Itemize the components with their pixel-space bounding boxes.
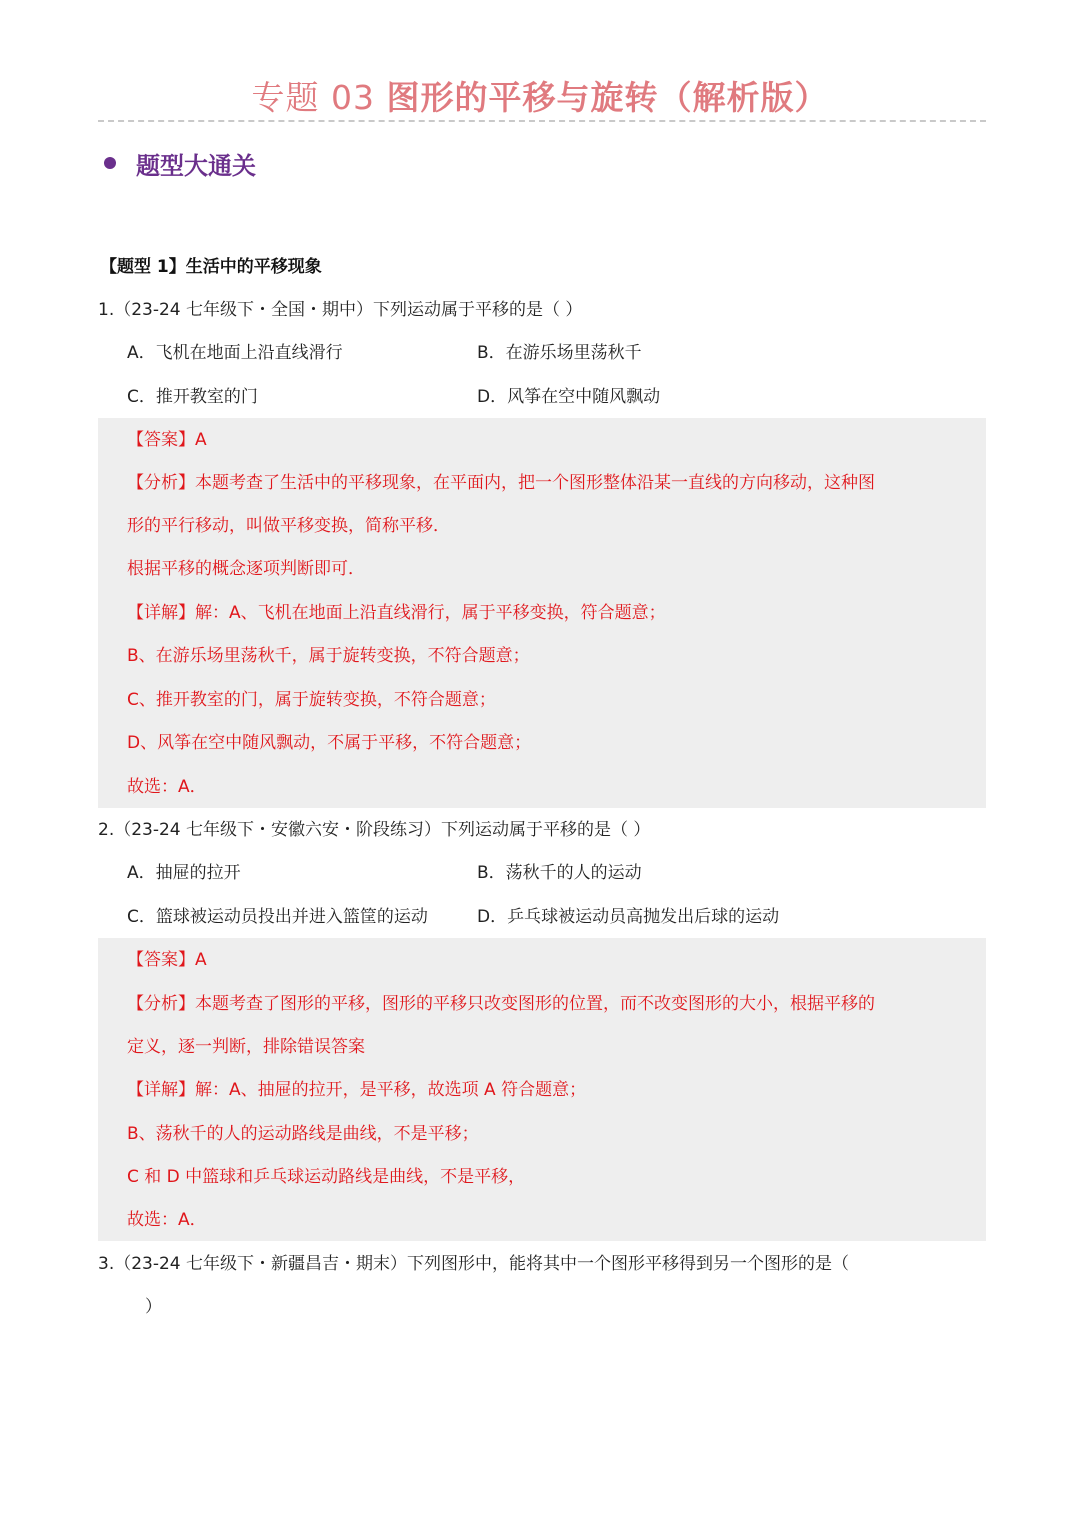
title-divider — [98, 120, 986, 122]
section-heading-text: 题型大通关 — [136, 151, 256, 180]
question-1-analysis-line-2: 形的平行移动，叫做平移变换，简称平移． — [127, 516, 450, 536]
page-title-main: 图形的平移与旋转（解析版） — [386, 78, 829, 117]
question-1-stem: 1.（23-24 七年级下・全国・期中）下列运动属于平移的是（ ） — [98, 300, 583, 320]
question-1-option-c: C．推开教室的门 — [127, 387, 258, 407]
question-2-detail-line-1: 【详解】解：A、抽屉的拉开，是平移，故选项 A 符合题意； — [127, 1080, 587, 1100]
question-2-detail-line-3: C 和 D 中篮球和乒乓球运动路线是曲线，不是平移， — [127, 1167, 526, 1187]
question-1-analysis-line-3: 根据平移的概念逐项判断即可． — [127, 559, 365, 579]
question-1-detail-line-1: 【详解】解：A、飞机在地面上沿直线滑行，属于平移变换，符合题意； — [127, 603, 666, 623]
question-1-analysis-line-1: 【分析】本题考查了生活中的平移现象，在平面内，把一个图形整体沿某一直线的方向移动，这种图 — [127, 473, 875, 493]
question-2-option-d: D．乒乓球被运动员高抛发出后球的运动 — [477, 907, 780, 927]
question-1-detail-line-4: D、风筝在空中随风飘动，不属于平移，不符合题意； — [127, 733, 532, 753]
question-1-option-b: B．在游乐场里荡秋千 — [477, 343, 642, 363]
page-title-prefix: 专题 03 — [251, 78, 387, 117]
question-2-conclusion: 故选：A． — [127, 1210, 207, 1230]
question-2-detail-line-2: B、荡秋千的人的运动路线是曲线，不是平移； — [127, 1124, 479, 1144]
question-1-detail-line-2: B、在游乐场里荡秋千，属于旋转变换，不符合题意； — [127, 646, 530, 666]
question-3-stem: 3.（23-24 七年级下・新疆昌吉・期末）下列图形中，能将其中一个图形平移得到另一个图形的是（ — [98, 1254, 850, 1274]
question-2-option-b: B．荡秋千的人的运动 — [477, 863, 642, 883]
question-1-detail-line-3: C、推开教室的门，属于旋转变换，不符合题意； — [127, 690, 496, 710]
question-1-conclusion: 故选：A． — [127, 777, 207, 797]
question-1-option-a: A．飞机在地面上沿直线滑行 — [127, 343, 343, 363]
question-2-analysis-line-1: 【分析】本题考查了图形的平移，图形的平移只改变图形的位置，而不改变图形的大小，根据平移的 — [127, 994, 875, 1014]
question-2-analysis-line-2: 定义，逐一判断，排除错误答案 — [127, 1037, 365, 1057]
bullet-icon — [104, 157, 116, 169]
question-2-option-a: A．抽屉的拉开 — [127, 863, 241, 883]
section-heading — [104, 143, 256, 183]
question-type-heading: 【题型 1】生活中的平移现象 — [100, 257, 322, 277]
question-2-stem: 2.（23-24 七年级下・安徽六安・阶段练习）下列运动属于平移的是（ ） — [98, 820, 651, 840]
question-1-option-d: D．风筝在空中随风飘动 — [477, 387, 661, 407]
question-2-answer: 【答案】A — [127, 950, 207, 970]
page-title — [0, 74, 1080, 122]
question-1-answer: 【答案】A — [127, 430, 207, 450]
question-3-stem-continued: ） — [145, 1297, 162, 1317]
question-2-option-c: C．篮球被运动员投出并进入篮筐的运动 — [127, 907, 428, 927]
